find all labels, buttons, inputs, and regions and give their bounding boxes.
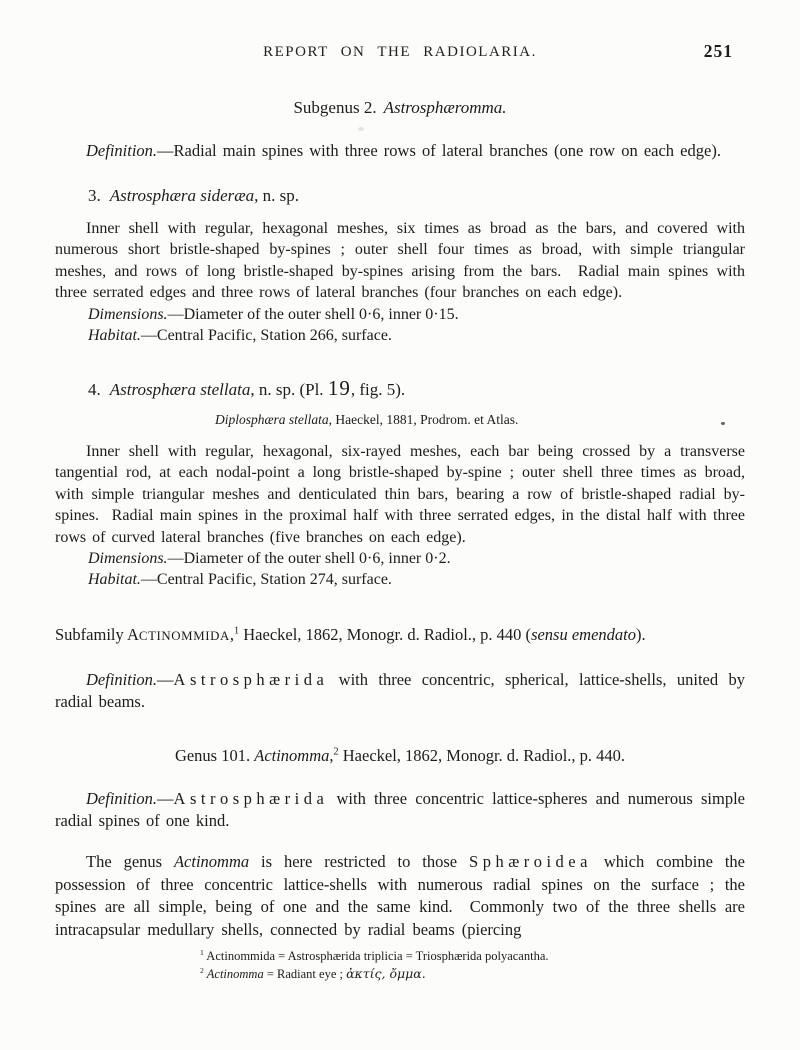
definition-text: with three concentric lattice-spheres and numerous simple radial spines of one kind. — [55, 789, 745, 830]
species-suffix-post: , fig. 5). — [350, 379, 406, 399]
closing-paragraph — [55, 851, 745, 941]
dimensions-label: Dimensions. — [88, 550, 168, 567]
synonym-name: Diplosphæra stellata — [215, 411, 329, 427]
habitat-text: —Central Pacific, Station 266, surface. — [140, 326, 392, 344]
definition-label: Definition. — [86, 141, 158, 160]
species-4-habitat — [55, 569, 745, 590]
genus-name-inline: Actinomma — [173, 852, 250, 871]
subfamily-name: CTINOMMIDA — [138, 629, 230, 643]
footnote-2-greek: ἀκτίς, ὄμμα. — [346, 966, 426, 981]
subfamily-close: ). — [636, 625, 646, 644]
definition-label: Definition. — [86, 789, 158, 808]
dimensions-text: —Diameter of the outer shell 0·6, inner 0·2. — [167, 550, 451, 567]
footnote-1-marker: 1 — [200, 947, 204, 957]
closing-text: which combine the possession of three concentric lattice-shells with numerous radial spines on the surface ; the spines are all simple, being of one and the same kind. Commonly two of the three shells are intracapsular medullary shells, connected by radial beams (piercing — [55, 852, 745, 939]
footnote-2 — [200, 965, 745, 983]
spaced-taxon: Astrosphærida — [173, 670, 329, 689]
footnote-1-text: Actinommida = Astrosphærida triplicia = Triosphærida polyacantha. — [203, 949, 549, 963]
species-number: 4. — [88, 379, 101, 399]
closing-text: is here restricted to those — [249, 852, 470, 871]
running-title: REPORT ON THE RADIOLARIA. — [263, 44, 537, 60]
habitat-label: Habitat. — [88, 326, 141, 344]
genus-definition — [55, 788, 745, 831]
spaced-taxon: Sphæroidea — [469, 852, 592, 871]
subfamily-heading — [55, 624, 745, 647]
subfamily-citation: Haeckel, 1862, Monogr. d. Radiol., p. 440 ( — [239, 625, 532, 644]
species-name: Astrosphæra stellata — [109, 379, 251, 399]
genus-name: Actinomma — [254, 746, 330, 765]
definition-text: —Radial main spines with three rows of lateral branches (one row on each edge). — [157, 141, 721, 160]
subfamily-name-initial: A — [126, 625, 139, 644]
page-number: 251 — [703, 41, 733, 61]
species-4-description: Inner shell with regular, hexagonal, six-rayed meshes, each bar being crossed by a transverse tangential rod, at each nodal-point a long bristle-shaped by-spine ; outer shell three times as broad, with simple triangular meshes and denticulated thin bars, bearing a row of bristle-shaped radial by-spines. Radial main spines in the proximal half with three serrated edges, in the distal half with three rows of curved lateral branches (five branches on each edge). — [55, 442, 745, 546]
subgenus-definition — [55, 140, 745, 162]
species-3-habitat — [55, 325, 745, 346]
species-3-dimensions — [55, 304, 745, 325]
sensu-emendato: sensu emendato — [531, 625, 637, 644]
definition-label: Definition. — [86, 670, 158, 689]
species-suffix: , n. sp. — [254, 185, 299, 205]
plate-number: 19 — [327, 375, 351, 400]
subgenus-name: Astrosphæromma. — [383, 98, 507, 117]
genus-label: Genus 101. — [174, 746, 255, 765]
subgenus-label: Subgenus 2. — [293, 98, 377, 117]
footnotes — [200, 947, 745, 983]
subgenus-heading — [55, 98, 745, 118]
subfamily-label: Subfamily — [55, 625, 127, 644]
species-number: 3. — [88, 185, 101, 205]
spaced-taxon: Astrosphærida — [173, 789, 329, 808]
definition-dash: — — [157, 789, 174, 808]
habitat-text: —Central Pacific, Station 274, surface. — [140, 571, 392, 588]
genus-citation: Haeckel, 1862, Monogr. d. Radiol., p. 440. — [338, 746, 626, 765]
species-4-heading — [55, 376, 745, 401]
dimensions-text: —Diameter of the outer shell 0·6, inner 0·15. — [167, 305, 459, 323]
genus-heading — [55, 746, 745, 766]
species-3-heading — [55, 186, 745, 206]
subfamily-definition — [55, 669, 745, 712]
definition-dash: — — [157, 670, 174, 689]
habitat-label: Habitat. — [88, 571, 141, 588]
dimensions-label: Dimensions. — [88, 305, 168, 323]
genus-comma: , — [329, 746, 334, 765]
closing-text: The genus — [86, 852, 174, 871]
synonym-citation: , Haeckel, 1881, Prodrom. et Atlas. — [328, 411, 519, 427]
page-header — [55, 41, 745, 66]
species-4-dimensions — [55, 548, 745, 569]
footnote-2-text: = Radiant eye ; — [263, 967, 347, 981]
species-suffix-pre: , n. sp. (Pl. — [250, 379, 328, 399]
footnote-2-genus: Actinomma — [203, 967, 264, 981]
footnote-2-marker: 2 — [200, 965, 204, 975]
scan-speck — [721, 422, 725, 425]
footnote-marker-1: 1 — [234, 625, 240, 637]
footnote-1 — [200, 947, 745, 965]
footnote-marker-2: 2 — [333, 746, 339, 758]
subfamily-comma: , — [229, 625, 235, 644]
species-3-description: Inner shell with regular, hexagonal meshes, six times as broad as the bars, and covered with numerous short bristle-shaped by-spines ; outer shell four times as broad, with simple triangular meshes, and rows of long bristle-shaped by-spines arising from the bars. Radial main spines with three serrated edges and three rows of lateral branches (four branches on each edge). — [55, 219, 745, 301]
definition-text: with three concentric, spherical, lattice-shells, united by radial beams. — [55, 670, 745, 711]
scan-smudge — [358, 127, 364, 131]
species-4-synonym — [215, 411, 745, 429]
species-name: Astrosphæra sideræa — [109, 185, 255, 205]
